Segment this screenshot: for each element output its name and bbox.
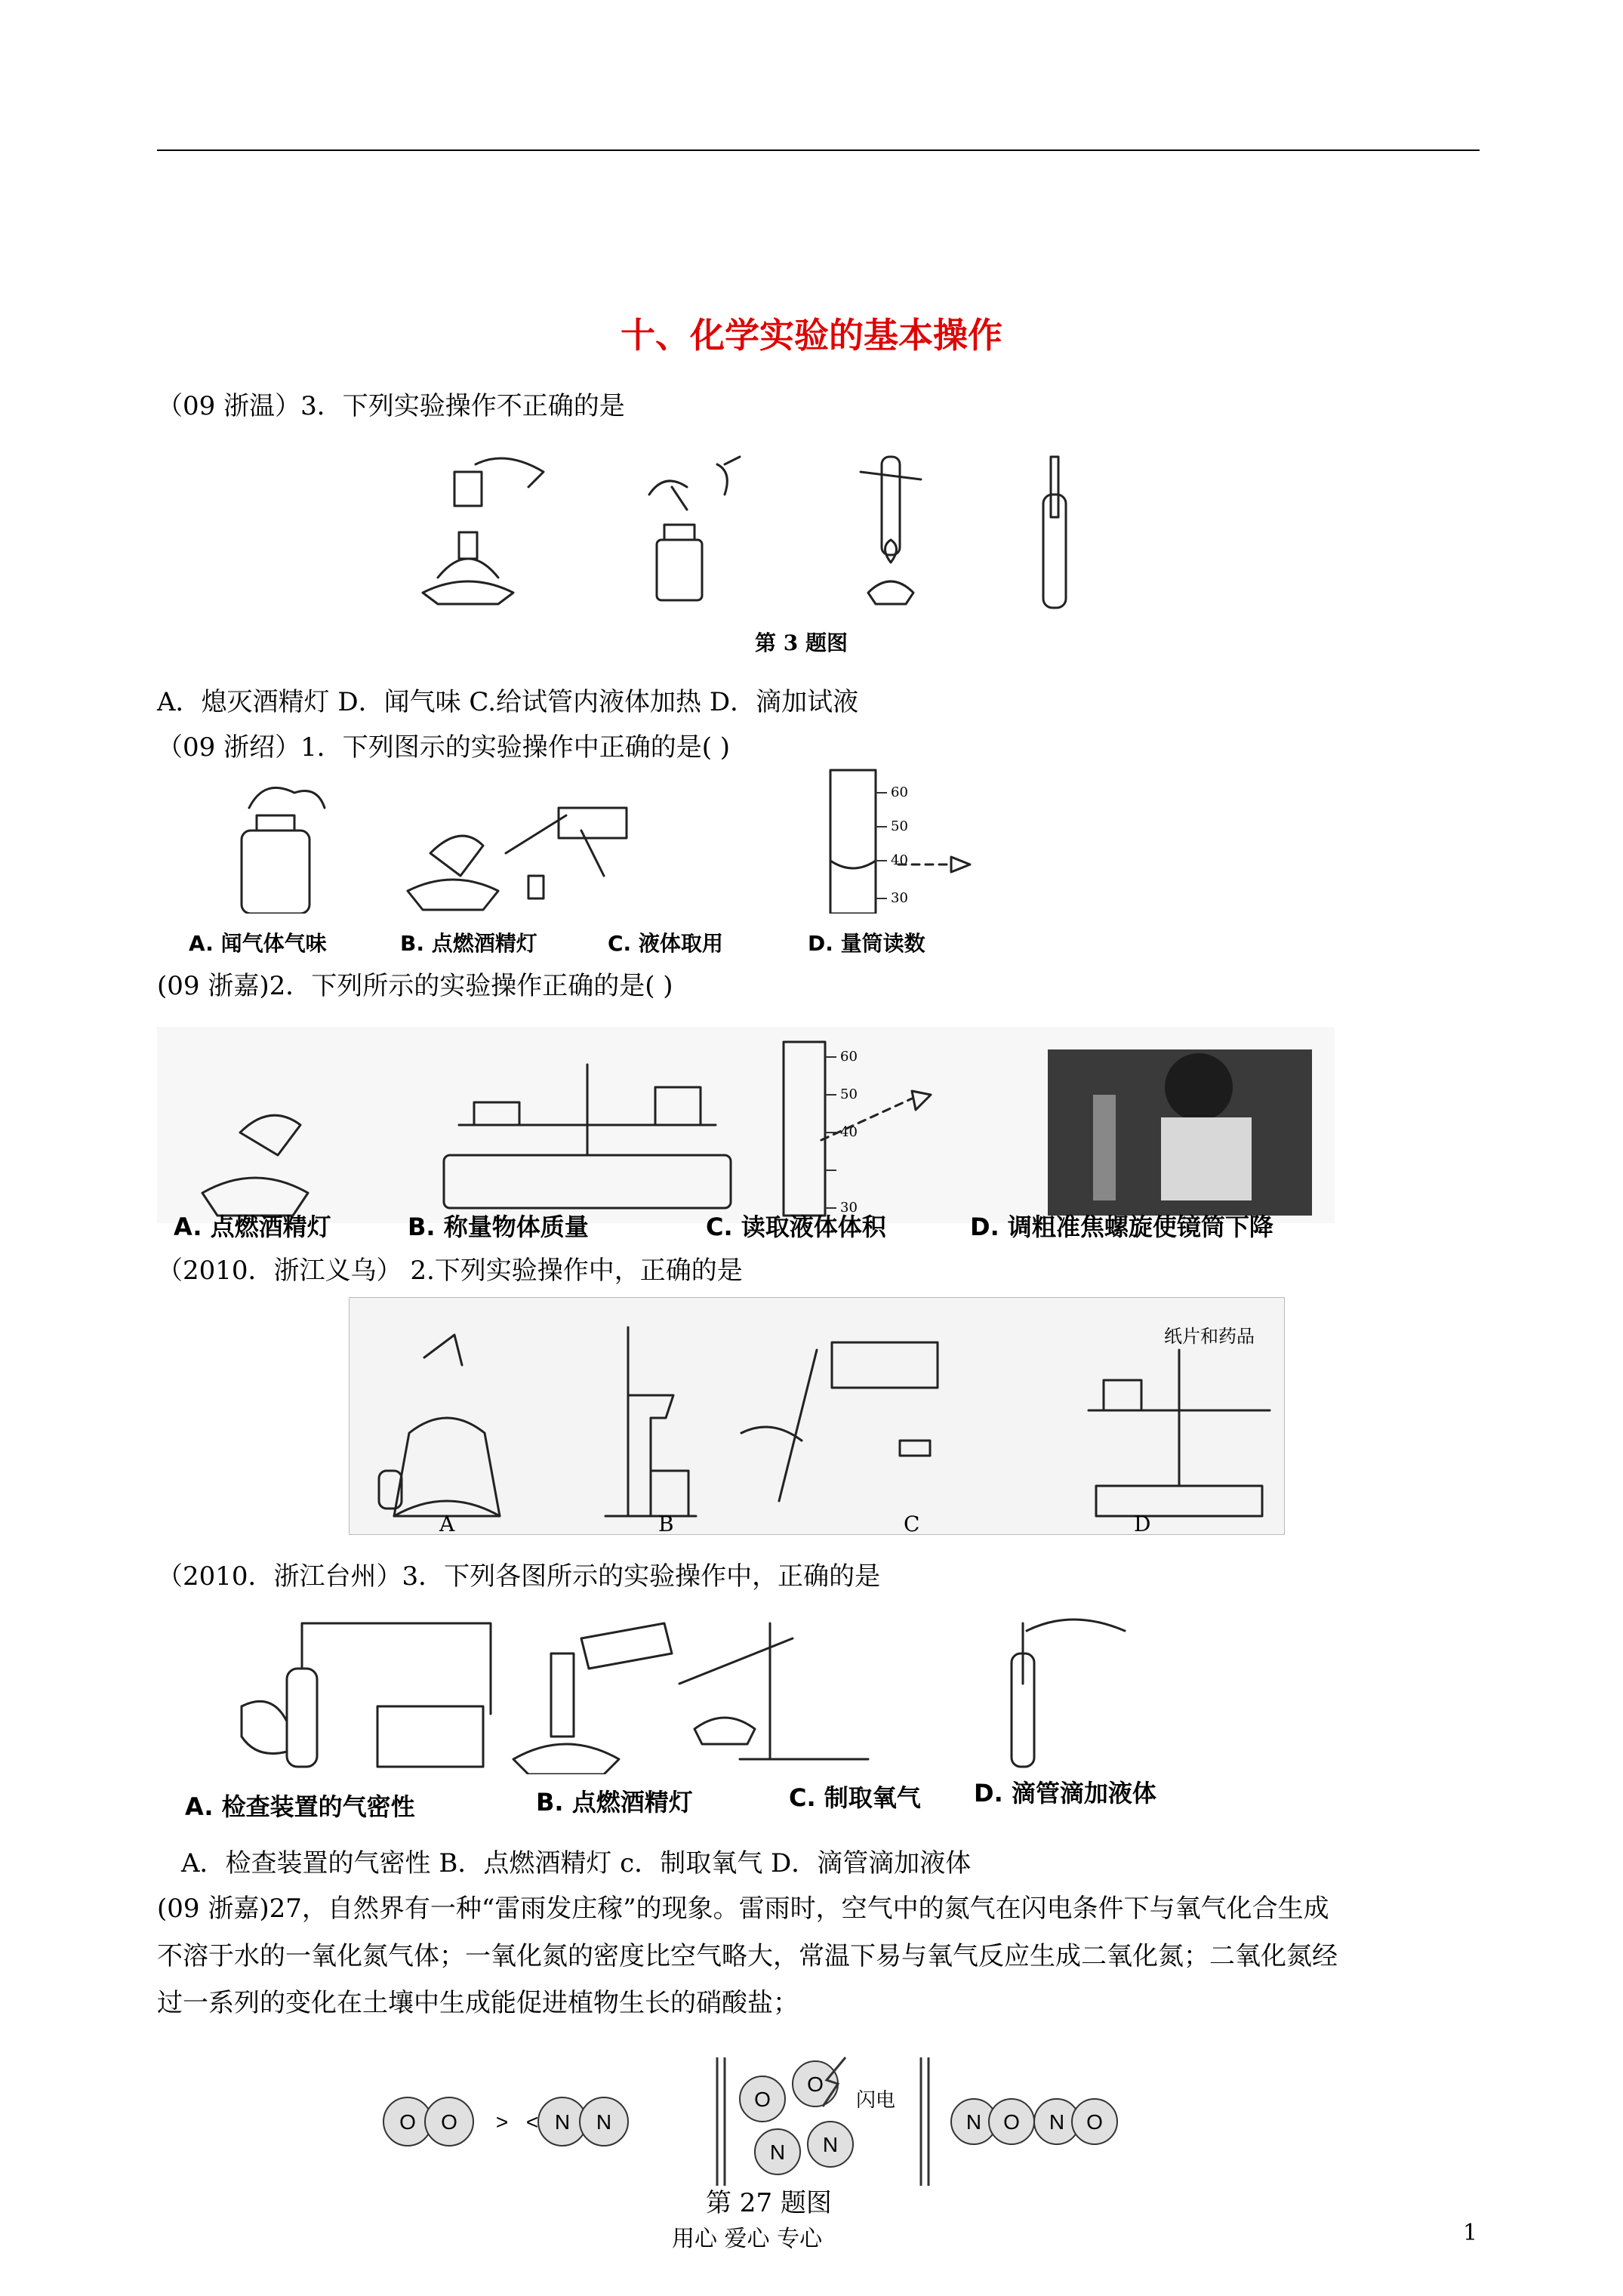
footer-text: 用心 爱心 专心 [672,2226,823,2252]
q5-stem: （2010．浙江台州）3．下列各图所示的实验操作中，正确的是 [157,1561,881,1592]
q5-caption-d: D. 滴管滴加液体 [974,1779,1156,1808]
atom-o-6: O [1086,2110,1103,2134]
header-rule [157,149,1480,151]
q1-figure-caption: 第 3 题图 [755,630,848,655]
q2-caption-d: D. 量筒读数 [808,931,925,956]
q2-tick-40: 40 [891,852,908,868]
q3-caption-a: A. 点燃酒精灯 [174,1213,331,1241]
q3-figure [157,1027,1335,1223]
q4-figure [349,1297,1285,1535]
q1-figure [408,449,1283,615]
svg-text:<: < [525,2110,539,2134]
atom-n-4: N [822,2133,839,2156]
q6-figure-caption: 第 27 题图 [706,2188,832,2218]
q5-options: A．检查装置的气密性 B．点燃酒精灯 c．制取氧气 D．滴管滴加液体 [181,1848,972,1878]
lightning-label: 闪电 [855,2088,896,2111]
q6-line1: (09 浙嘉)27，自然界有一种“雷雨发庄稼”的现象。雷雨时，空气中的氮气在闪电条件下与氧气化合生成 [157,1894,1329,1924]
q2-stem: （09 浙绍）1．下列图示的实验操作中正确的是( ) [157,732,731,763]
q4-label-d: 纸片和药品 [1164,1326,1255,1347]
q3-caption-c: C. 读取液体体积 [706,1213,886,1241]
q5-caption-c: C. 制取氧气 [789,1783,921,1812]
q4-stem: （2010．浙江义乌） 2.下列实验操作中，正确的是 [157,1256,743,1286]
q6-line3: 过一系列的变化在土壤中生成能促进植物生长的硝酸盐； [157,1988,799,2018]
atom-n-2: N [596,2110,612,2134]
q2-caption-b: B. 点燃酒精灯 [400,931,537,956]
atom-n-5: N [965,2110,982,2134]
atom-n-3: N [769,2140,786,2164]
q5-figure [226,1608,1170,1774]
atom-n-6: N [1049,2110,1065,2134]
svg-text:>: > [495,2110,509,2134]
q3-tick-60: 60 [840,1049,858,1065]
q4-letter-b: B [658,1512,674,1535]
page-title: 十、化学实验的基本操作 [621,315,1002,356]
page-number: 1 [1463,2220,1478,2246]
q2-tick-30: 30 [891,890,908,906]
q5-caption-a: A. 检查装置的气密性 [185,1792,415,1821]
q5-caption-b: B. 点燃酒精灯 [536,1788,693,1817]
q1-stem: （09 浙温）3．下列实验操作不正确的是 [157,391,625,421]
q6-line2: 不溶于水的一氧化氮气体；一氧化氮的密度比空气略大，常温下易与氧气反应生成二氧化氮；二氧化氮经 [157,1941,1338,1971]
q3-caption-b: B. 称量物体质量 [408,1213,589,1241]
q3-tick-30: 30 [840,1200,858,1216]
q3-stem: (09 浙嘉)2．下列所示的实验操作正确的是( ) [157,971,673,1001]
atom-n-1: N [554,2110,571,2134]
q3-tick-50: 50 [840,1086,858,1102]
atom-o-2: O [441,2110,457,2134]
q4-letter-c: C [904,1512,920,1535]
atom-o-5: O [1003,2110,1020,2134]
atom-o-4: O [807,2073,824,2096]
q2-caption-a: A. 闻气体气味 [189,931,327,956]
q2-tick-60: 60 [891,784,908,800]
q6-figure [325,2054,1125,2190]
q2-figure [174,763,1042,914]
atom-o-1: O [399,2110,416,2134]
q4-letter-d: D [1134,1512,1151,1535]
q2-caption-c: C. 液体取用 [608,931,723,956]
q2-tick-50: 50 [891,818,908,834]
q3-caption-d: D. 调粗准焦螺旋使镜筒下降 [970,1213,1273,1241]
atom-o-3: O [754,2088,771,2111]
q3-tick-40: 40 [840,1124,858,1140]
q1-options: A．熄灭酒精灯 D．闻气味 C.给试管内液体加热 D．滴加试液 [157,687,859,717]
q4-letter-a: A [439,1512,455,1535]
